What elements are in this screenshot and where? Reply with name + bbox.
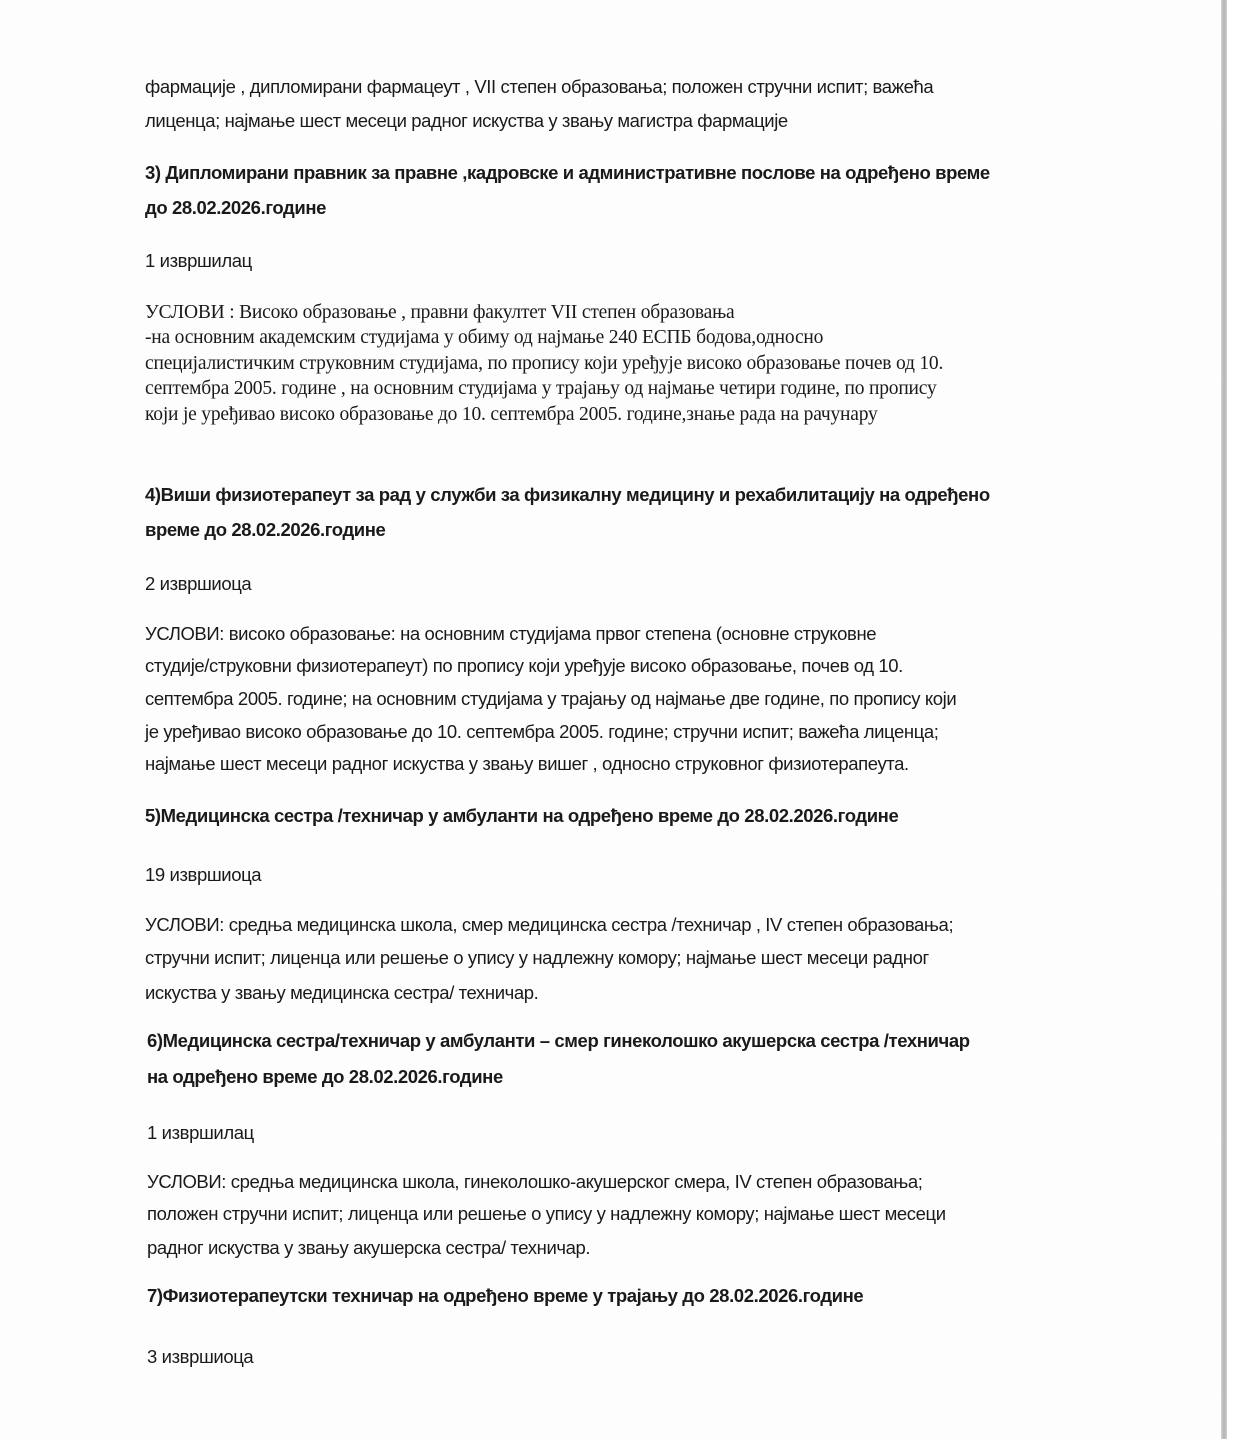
position-conditions-line: студије/струковни физиотерапеут) по пропису који уређује високо образовање, почев од 10. [145, 655, 903, 676]
position-title: 7)Физиотерапеутски техничар на одређено време у трајању до 28.02.2026.године [147, 1285, 864, 1306]
position-count: 1 извршилац [147, 1122, 254, 1143]
position-conditions-line: септембра 2005. године; на основним студијама у трајању од најмање две године, по пропису који [145, 688, 957, 709]
position-conditions-line: који је уређивао високо образовање до 10. септембра 2005. године,знање рада на рачунару [145, 404, 878, 425]
position-conditions-line: -на основним академским студијама у обиму од најмање 240 ЕСПБ бодова,односно [145, 327, 824, 348]
position-title: 5)Медицинска сестра /техничар у амбуланти на одређено време до 28.02.2026.године [145, 805, 899, 826]
position-title: време до 28.02.2026.године [145, 519, 386, 540]
position-count: 3 извршиоца [147, 1346, 254, 1367]
position-conditions-line: УСЛОВИ: средња медицинска школа, смер медицинска сестра /техничар , IV степен образовања; [145, 914, 954, 935]
intro-line: лиценца; најмање шест месеци радног искуства у звању магистра фармације [145, 110, 788, 131]
position-title: 6)Медицинска сестра/техничар у амбуланти – смер гинеколошко акушерска сестра /техничар [147, 1030, 970, 1051]
position-title: до 28.02.2026.године [145, 197, 327, 218]
position-conditions-line: специјалистичким струковним студијама, по пропису који уређује високо образовање почев од 10. [145, 353, 944, 374]
position-count: 1 извршилац [145, 250, 252, 271]
position-conditions-line: искуства у звању медицинска сестра/ техничар. [145, 982, 539, 1003]
position-conditions-line: УСЛОВИ: средња медицинска школа, гинеколошко-акушерског смера, IV степен образовања; [147, 1171, 923, 1192]
position-conditions-line: положен стручни испит; лиценца или решење о упису у надлежну комору; најмање шест месеци [147, 1203, 946, 1224]
position-title: 4)Виши физиотерапеут за рад у служби за физикалну медицину и рехабилитацију на одређено [145, 484, 990, 505]
intro-line: фармације , дипломирани фармацеут , VII степен образовања; положен стручни испит; важећа [145, 76, 934, 97]
position-title: на одређено време до 28.02.2026.године [147, 1066, 503, 1087]
position-conditions-line: УСЛОВИ : Високо образовање , правни факултет VII степен образовања [145, 302, 735, 323]
page-margin [1227, 0, 1240, 1439]
position-conditions-line: септембра 2005. године , на основним студијама у трајању од најмање четири године, по пропису [145, 378, 937, 399]
position-conditions-line: стручни испит; лиценца или решење о упису у надлежну комору; најмање шест месеци радног [145, 947, 929, 968]
position-conditions-line: је уређивао високо образовање до 10. септембра 2005. године; стручни испит; важећа лиценца; [145, 721, 939, 742]
position-title: 3) Дипломирани правник за правне ,кадровске и административне послове на одређено време [145, 162, 990, 183]
position-conditions-line: УСЛОВИ: високо образовање: на основним студијама првог степена (основне струковне [145, 623, 877, 644]
position-conditions-line: најмање шест месеци радног искуства у звању вишег , односно струковног физиотерапеута. [145, 753, 909, 774]
position-count: 2 извршиоца [145, 573, 252, 594]
position-count: 19 извршиоца [145, 864, 262, 885]
position-conditions-line: радног искуства у звању акушерска сестра/ техничар. [147, 1237, 591, 1258]
